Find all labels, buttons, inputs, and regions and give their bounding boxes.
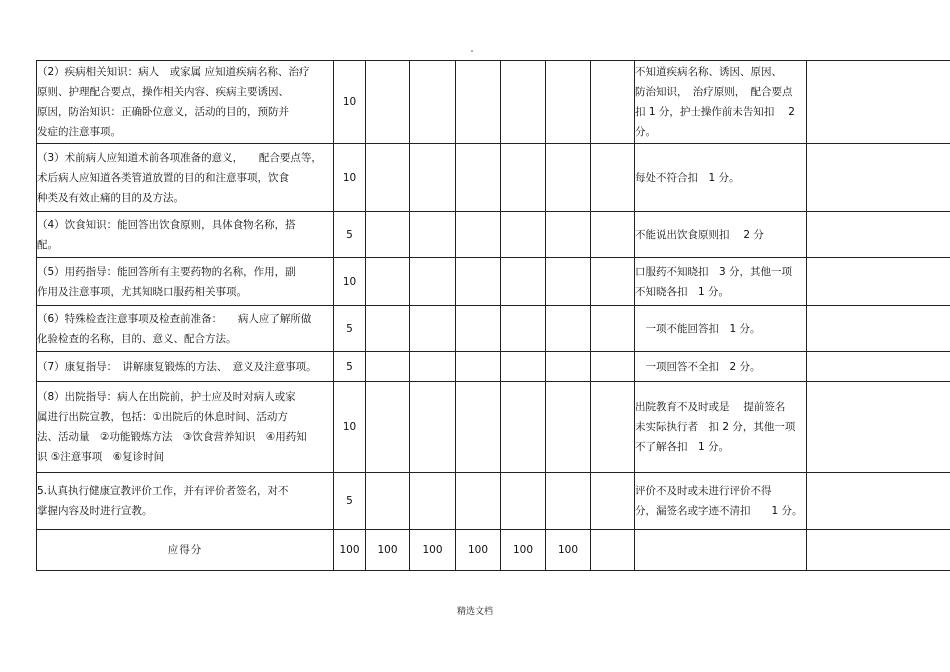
empty-cell — [366, 61, 410, 144]
table-row — [37, 61, 950, 144]
empty-cell — [591, 352, 635, 382]
empty-cell — [635, 530, 807, 571]
empty-cell — [501, 144, 546, 212]
empty-cell — [410, 352, 456, 382]
empty-cell — [410, 144, 456, 212]
item-description: （3）术前病人应知道术前各项准备的意义， 配合要点等， 术后病人应知道各类管道放置的目的和注意事项，饮食 种类及有效止痛的目的及方法。 — [37, 144, 334, 212]
empty-cell — [807, 144, 950, 212]
empty-cell — [591, 61, 635, 144]
empty-cell — [546, 212, 591, 258]
empty-cell — [456, 352, 501, 382]
empty-cell — [807, 382, 950, 473]
empty-cell — [501, 258, 546, 306]
table-row — [37, 306, 950, 352]
empty-cell — [807, 61, 950, 144]
empty-cell — [546, 473, 591, 530]
total-value: 100 — [334, 530, 366, 571]
item-score: 5 — [334, 212, 366, 258]
empty-cell — [366, 258, 410, 306]
empty-cell — [546, 258, 591, 306]
deduction-criteria: 一项不能回答扣 1 分。 — [635, 306, 807, 352]
item-description: （6）特殊检查注意事项及检查前准备： 病人应了解所做 化验检查的名称，目的、意义、配合方法。 — [37, 306, 334, 352]
item-description: （7）康复指导： 讲解康复锻炼的方法、 意义及注意事项。 — [37, 352, 334, 382]
deduction-criteria: 不能说出饮食原则扣 2 分 — [635, 212, 807, 258]
empty-cell — [501, 352, 546, 382]
empty-cell — [366, 306, 410, 352]
empty-cell — [807, 473, 950, 530]
deduction-criteria: 一项回答不全扣 2 分。 — [635, 352, 807, 382]
empty-cell — [807, 258, 950, 306]
total-value: 100 — [456, 530, 501, 571]
empty-cell — [807, 530, 950, 571]
deduction-criteria: 每处不符合扣 1 分。 — [635, 144, 807, 212]
empty-cell — [591, 258, 635, 306]
empty-cell — [410, 212, 456, 258]
scoring-table — [36, 60, 950, 571]
deduction-criteria: 出院教育不及时或是 提前签名 未实际执行者 扣 2 分，其他一项 不了解各扣 1 分。 — [635, 382, 807, 473]
page-footer: 精选文档 — [456, 607, 493, 617]
empty-cell — [807, 306, 950, 352]
table-row — [37, 258, 950, 306]
empty-cell — [456, 306, 501, 352]
header-dot — [471, 50, 473, 52]
empty-cell — [410, 382, 456, 473]
empty-cell — [546, 382, 591, 473]
item-description: （4）饮食知识：能回答出饮食原则，具体食物名称，搭 配。 — [37, 212, 334, 258]
empty-cell — [501, 382, 546, 473]
empty-cell — [410, 61, 456, 144]
empty-cell — [456, 212, 501, 258]
item-score: 10 — [334, 258, 366, 306]
total-value: 100 — [366, 530, 410, 571]
table-row — [37, 473, 950, 530]
empty-cell — [591, 306, 635, 352]
item-score: 5 — [334, 352, 366, 382]
item-score: 10 — [334, 144, 366, 212]
empty-cell — [591, 473, 635, 530]
empty-cell — [410, 258, 456, 306]
empty-cell — [410, 473, 456, 530]
item-description: （2）疾病相关知识：病人 或家属 应知道疾病名称、治疗 原则、护理配合要点，操作相关内容、疾病主要诱因、 原因，防治知识：正确卧位意义，活动的目的，预防并 发症的注意事项。 — [37, 61, 334, 144]
item-description: 5.认真执行健康宣教评价工作，并有评价者签名，对不 掌握内容及时进行宣教。 — [37, 473, 334, 530]
total-value: 100 — [546, 530, 591, 571]
empty-cell — [591, 530, 635, 571]
empty-cell — [366, 382, 410, 473]
table-row — [37, 352, 950, 382]
item-score: 5 — [334, 306, 366, 352]
empty-cell — [546, 144, 591, 212]
empty-cell — [410, 306, 456, 352]
empty-cell — [366, 352, 410, 382]
item-score: 10 — [334, 61, 366, 144]
empty-cell — [546, 61, 591, 144]
empty-cell — [456, 258, 501, 306]
empty-cell — [591, 212, 635, 258]
empty-cell — [546, 306, 591, 352]
table-row — [37, 144, 950, 212]
deduction-criteria: 不知道疾病名称、诱因、原因、 防治知识， 治疗原则， 配合要点 扣 1 分，护士操作前未告知扣 2 分。 — [635, 61, 807, 144]
empty-cell — [501, 61, 546, 144]
empty-cell — [807, 212, 950, 258]
empty-cell — [591, 144, 635, 212]
empty-cell — [591, 382, 635, 473]
item-score: 5 — [334, 473, 366, 530]
total-label: 应得分 — [37, 530, 334, 571]
deduction-criteria: 口服药不知晓扣 3 分，其他一项 不知晓各扣 1 分。 — [635, 258, 807, 306]
item-description: （8）出院指导：病人在出院前，护士应及时对病人或家 属进行出院宣教，包括：①出院后的休息时间、活动方 法、活动量 ②功能锻炼方法 ③饮食营养知识 ④用药知 识 ⑤注意事项 ⑥复诊时间 — [37, 382, 334, 473]
empty-cell — [501, 306, 546, 352]
empty-cell — [456, 61, 501, 144]
empty-cell — [546, 352, 591, 382]
total-value: 100 — [501, 530, 546, 571]
table-row — [37, 382, 950, 473]
empty-cell — [366, 473, 410, 530]
table-row — [37, 212, 950, 258]
empty-cell — [456, 144, 501, 212]
empty-cell — [456, 473, 501, 530]
item-score: 10 — [334, 382, 366, 473]
empty-cell — [501, 473, 546, 530]
empty-cell — [366, 212, 410, 258]
item-description: （5）用药指导：能回答所有主要药物的名称，作用，副 作用及注意事项，尤其知晓口服药相关事项。 — [37, 258, 334, 306]
empty-cell — [456, 382, 501, 473]
empty-cell — [501, 212, 546, 258]
empty-cell — [807, 352, 950, 382]
deduction-criteria: 评价不及时或未进行评价不得 分，漏签名或字迹不清扣 1 分。 — [635, 473, 807, 530]
empty-cell — [366, 144, 410, 212]
total-value: 100 — [410, 530, 456, 571]
total-row — [37, 530, 950, 571]
